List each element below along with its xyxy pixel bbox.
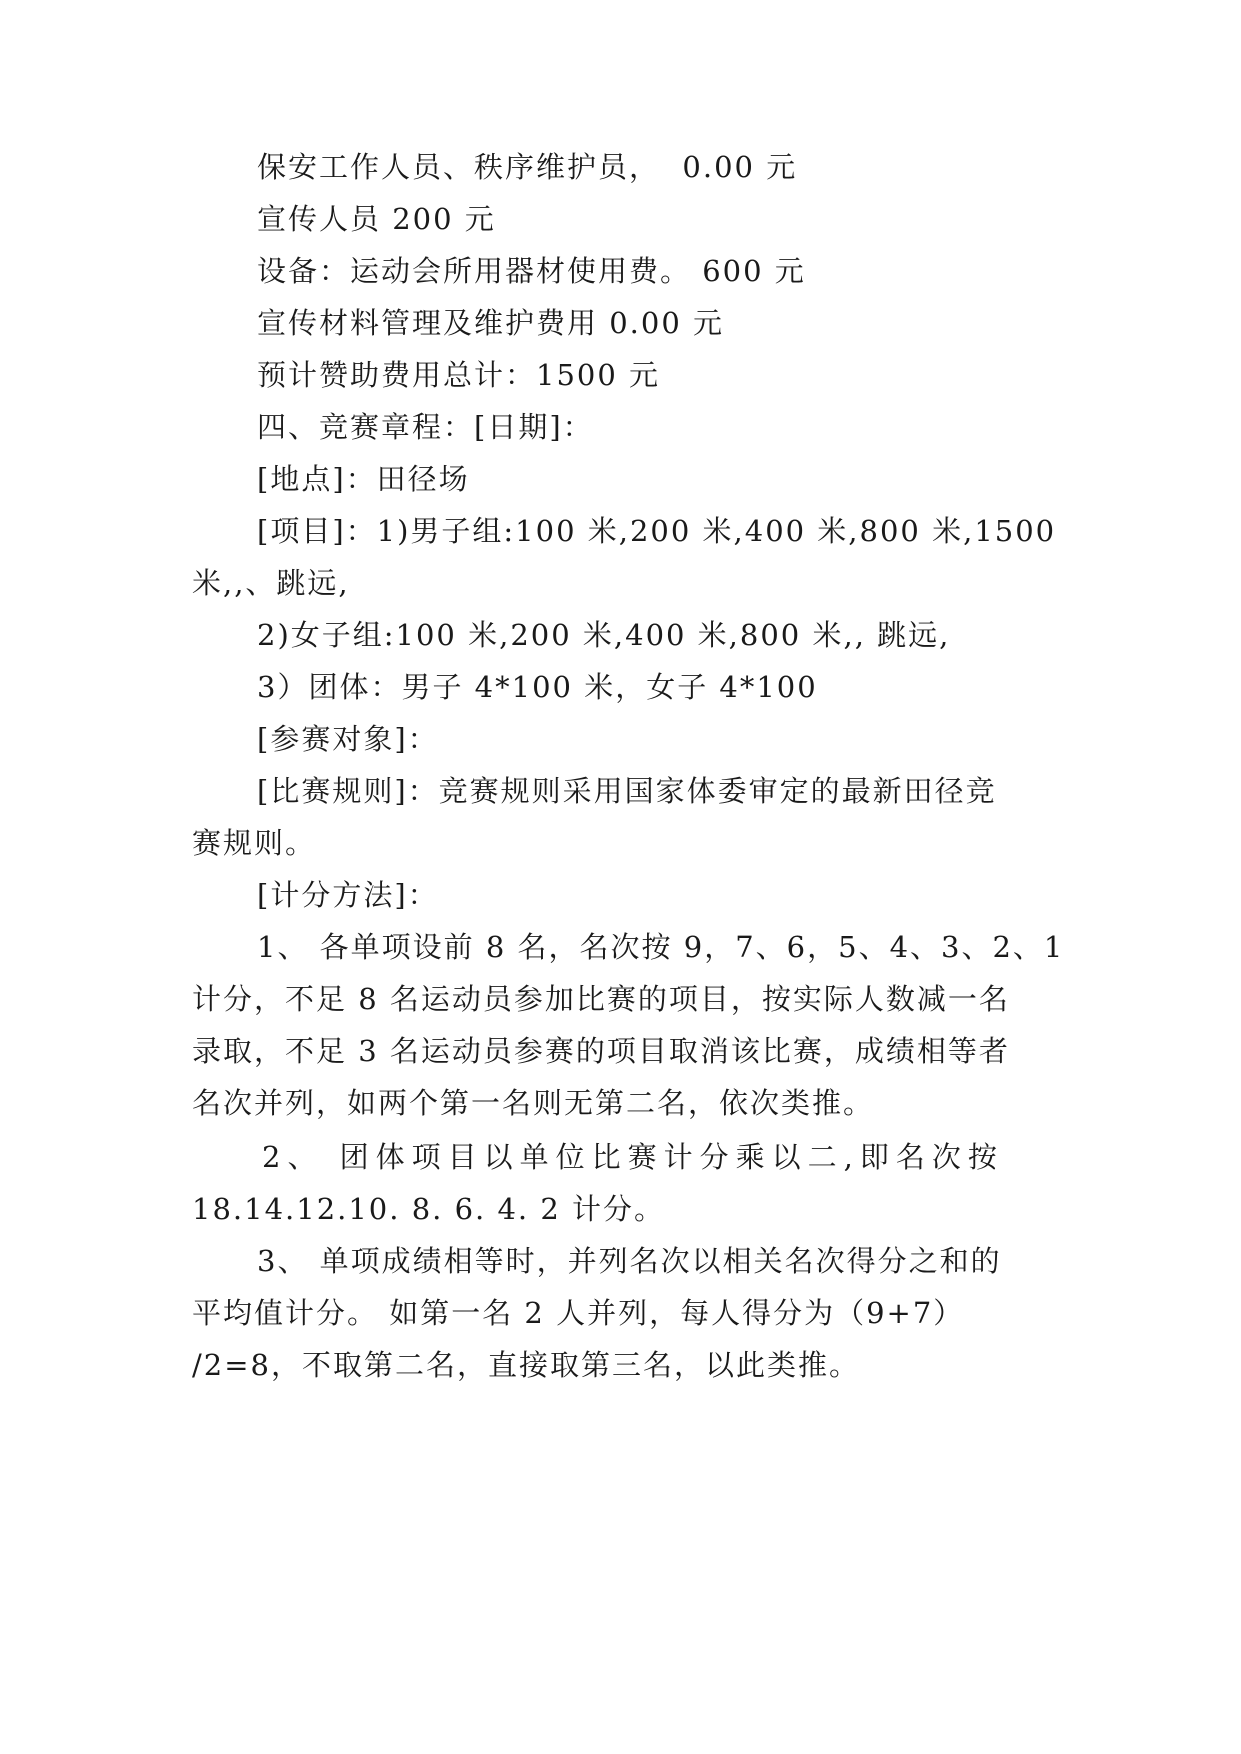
text-line-events-men-cont: 米,,、跳远,: [192, 566, 350, 600]
text-line-scoring-1-cont-b: 录取，不足 3 名运动员参赛的项目取消该比赛，成绩相等者: [192, 1034, 1010, 1068]
text-line-scoring-2: 2、 团体项目以单位比赛计分乘以二,即名次按: [262, 1140, 1004, 1174]
text-line-events-team: 3）团体：男子 4*100 米，女子 4*100: [257, 670, 818, 704]
text-line-sponsorship-total: 预计赞助费用总计：1500 元: [257, 358, 661, 392]
text-line-events-men: [项目]：1)男子组:100 米,200 米,400 米,800 米,1500: [257, 514, 1057, 548]
text-line-scoring-1: 1、 各单项设前 8 名，名次按 9，7、6，5、4、3、2、1: [257, 930, 1065, 964]
text-line-match-rules-cont: 赛规则。: [192, 826, 317, 860]
text-line-events-women: 2)女子组:100 米,200 米,400 米,800 米,, 跳远,: [257, 618, 951, 652]
text-line-scoring-1-cont-a: 计分，不足 8 名运动员参加比赛的项目，按实际人数减一名: [192, 982, 1010, 1016]
text-line-equipment: 设备：运动会所用器材使用费。 600 元: [257, 254, 806, 288]
text-line-match-rules: [比赛规则]：竞赛规则采用国家体委审定的最新田径竞: [257, 774, 997, 808]
text-line-security-staff: 保安工作人员、秩序维护员， 0.00 元: [257, 150, 798, 184]
text-line-venue: [地点]：田径场: [257, 462, 470, 496]
text-line-scoring-2-cont: 18.14.12.10. 8. 6. 4. 2 计分。: [192, 1192, 666, 1226]
text-line-scoring-3: 3、 单项成绩相等时，并列名次以相关名次得分之和的: [257, 1244, 1002, 1278]
text-line-scoring-method: [计分方法]：: [257, 878, 439, 912]
text-line-scoring-3-cont-b: /2=8，不取第二名，直接取第三名，以此类推。: [192, 1348, 860, 1382]
text-line-publicity-materials: 宣传材料管理及维护费用 0.00 元: [257, 306, 725, 340]
section-heading-competition-rules: 四、竞赛章程：[日期]：: [257, 410, 594, 444]
text-line-scoring-3-cont-a: 平均值计分。 如第一名 2 人并列，每人得分为（9+7）: [192, 1296, 965, 1330]
text-line-publicity-staff: 宣传人员 200 元: [257, 202, 496, 236]
text-line-participants: [参赛对象]：: [257, 722, 439, 756]
text-line-scoring-1-cont-c: 名次并列，如两个第一名则无第二名，依次类推。: [192, 1086, 875, 1120]
